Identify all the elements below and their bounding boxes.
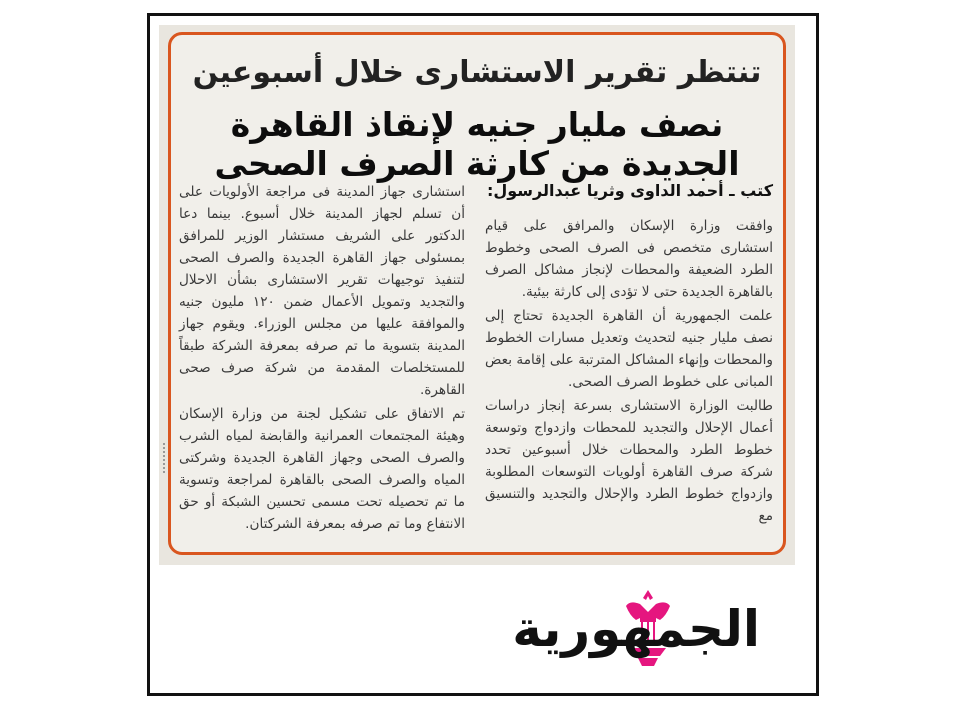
paragraph: استشارى جهاز المدينة فى مراجعة الأولويات على أن تسلم لجهاز المدينة خلال أسبوع. بينما دعا الدكتور على الشريف مستشار الوزير للمرافق بمسئولى جهاز القاهرة الجديدة والصرف الصحى لتنفيذ توجيهات تقرير الاستشارى بشأن الاحلال والتجديد وتمويل الأعمال ضمن ١٢٠ مليون جنيه والموافقة عليها من مجلس الوزراء. ويقوم جهاز المدينة بتسوية ما تم صرفه بمعرفة الشركة طبقاً للمستخلصات المقدمة من شركة صرف صحى القاهرة. <box>179 184 465 398</box>
masthead-title: الجمهورية <box>512 600 760 658</box>
article-column-right <box>485 181 773 529</box>
paragraph: وافقت وزارة الإسكان والمرافق على قيام استشارى متخصص فى الصرف الصحى وخطوط الطرد الضعيفة والمحطات لإنجاز مشاكل الصرف بالقاهرة الجديدة حتى لا تؤدى إلى كارثة بيئية. <box>485 218 773 300</box>
article-byline: كتب ـ أحمد الداوى وثريا عبدالرسول: <box>486 181 773 200</box>
article-headline: نصف مليار جنيه لإنقاذ القاهرة الجديدة من كارثة الصرف الصحى <box>214 105 740 183</box>
newspaper-clipping <box>159 25 795 565</box>
paragraph: علمت الجمهورية أن القاهرة الجديدة تحتاج إلى نصف مليار جنيه لتحديث وتعديل مسارات الخطوط والمحطات وإنهاء المشاكل المترتبة على إقامة بعض المبانى على خطوط الصرف الصحى. <box>485 308 773 390</box>
newspaper-masthead <box>512 586 760 676</box>
outer-frame <box>147 13 819 696</box>
article-column-left <box>179 181 465 537</box>
paragraph: طالبت الوزارة الاستشارى بسرعة إنجاز دراسات أعمال الإحلال والتجديد للمحطات وازدواج وتوسعة خطوط الطرد والمحطات خلال أسبوعين تحدد شركة صرف القاهرة أولويات التوسعات المطلوبة وازدواج خطوط الطرد والإحلال والتجديد والتنسيق مع <box>485 398 773 524</box>
column-divider <box>163 443 167 473</box>
paragraph: تم الاتفاق على تشكيل لجنة من وزارة الإسكان وهيئة المجتمعات العمرانية والقابضة لمياه الشرب والصرف الصحى وجهاز القاهرة الجديدة وشركتى المياه والصرف الصحى بالقاهرة لمراجعة وتسوية ما تم تحصيله تحت مسمى تحسين الشبكة أو حق الانتفاع وما تم صرفه بمعرفة الشركتان. <box>179 406 465 532</box>
article-box <box>168 32 786 555</box>
article-kicker: تنتظر تقرير الاستشارى خلال أسبوعين <box>192 55 762 90</box>
